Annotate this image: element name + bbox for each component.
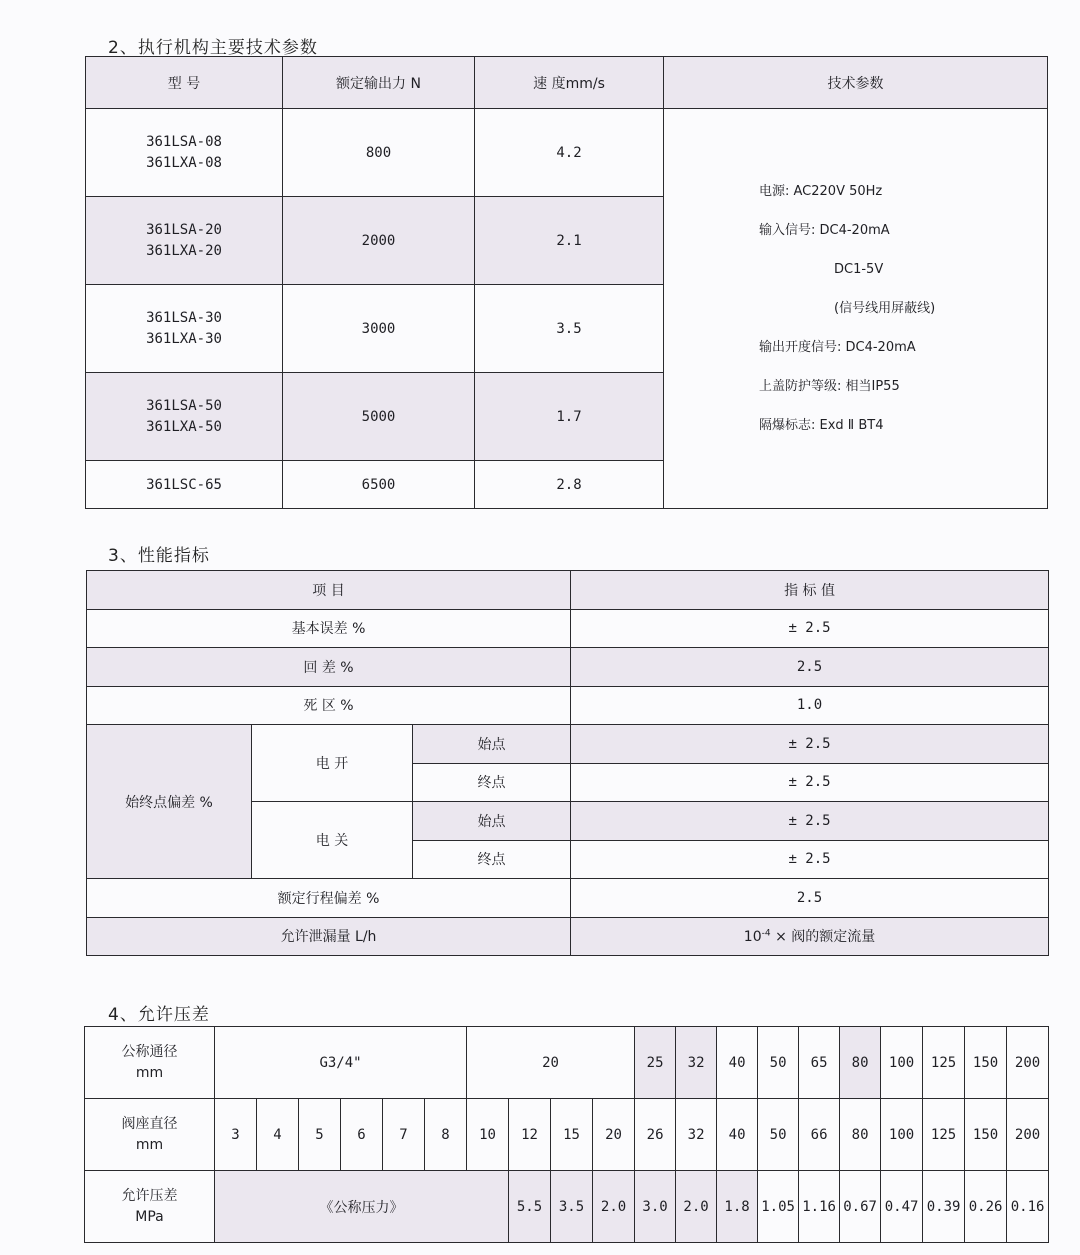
speed-cell: 3.5 (475, 285, 664, 373)
table-row (87, 917, 1049, 956)
tech-input-alt: DC1-5V (834, 262, 884, 277)
dp-nominal: 《公称压力》 (215, 1171, 509, 1243)
unit-label: mm (135, 1136, 164, 1153)
dp-value: 2.0 (593, 1171, 635, 1243)
header-item: 项 目 (87, 571, 571, 610)
table-row (87, 609, 1049, 648)
endpoint-label: 始终点偏差 % (87, 725, 252, 879)
model-cell (86, 285, 283, 373)
tech-input: 输入信号: DC4-20mA (759, 223, 890, 238)
seat-value: 4 (257, 1099, 299, 1171)
table-row (87, 686, 1049, 725)
seat-value: 6 (341, 1099, 383, 1171)
dn-value: 100 (881, 1027, 923, 1099)
seat-value: 150 (965, 1099, 1007, 1171)
dp-label: 允许压差 (121, 1187, 178, 1204)
speed-cell: 2.1 (475, 197, 664, 285)
performance-table (86, 570, 1049, 956)
dn-label: 公称通径 (121, 1043, 178, 1060)
model-name: 361LSA-30 (146, 309, 222, 326)
row-value: 2.5 (571, 879, 1049, 918)
tech-explosion: 隔爆标志: Exd Ⅱ BT4 (759, 418, 884, 433)
table-row (87, 725, 1049, 764)
dn-row (85, 1027, 1049, 1099)
dn-label-cell (85, 1027, 215, 1099)
dp-value: 0.26 (965, 1171, 1007, 1243)
pressure-diff-table (84, 1026, 1049, 1243)
speed-cell: 4.2 (475, 109, 664, 197)
dn-value: 50 (758, 1027, 799, 1099)
header-model: 型 号 (86, 57, 283, 109)
dp-row (85, 1171, 1049, 1243)
seat-label-cell (85, 1099, 215, 1171)
start-label: 始点 (413, 802, 571, 841)
dp-value: 0.47 (881, 1171, 923, 1243)
model-cell (86, 109, 283, 197)
seat-value: 3 (215, 1099, 257, 1171)
table-row (87, 648, 1049, 687)
row-value: ± 2.5 (571, 763, 1049, 802)
dn-value: 125 (923, 1027, 965, 1099)
row-value: ± 2.5 (571, 840, 1049, 879)
start-label: 始点 (413, 725, 571, 764)
seat-value: 32 (676, 1099, 717, 1171)
seat-value: 26 (635, 1099, 676, 1171)
model-cell: 361LSC-65 (86, 461, 283, 509)
seat-value: 100 (881, 1099, 923, 1171)
tech-power: 电源: AC220V 50Hz (759, 184, 883, 199)
header-force: 额定输出力 N (283, 57, 475, 109)
dn-value: 25 (635, 1027, 676, 1099)
leakage-base: 10 (743, 929, 762, 946)
speed-cell: 1.7 (475, 373, 664, 461)
seat-value: 7 (383, 1099, 425, 1171)
dp-value: 1.05 (758, 1171, 799, 1243)
dp-value: 0.67 (840, 1171, 881, 1243)
tech-params-cell (664, 109, 1048, 509)
model-cell (86, 373, 283, 461)
row-value: ± 2.5 (571, 725, 1049, 764)
dn-value: 32 (676, 1027, 717, 1099)
tech-input-note: (信号线用屏蔽线) (834, 301, 936, 316)
model-name: 361LSA-08 (146, 133, 222, 150)
leakage-exponent: -4 (761, 928, 771, 939)
seat-value: 15 (551, 1099, 593, 1171)
model-name: 361LXA-30 (146, 330, 222, 347)
leakage-rest: × 阀的额定流量 (775, 929, 876, 946)
open-label: 电 开 (252, 725, 413, 802)
table-row (87, 879, 1049, 918)
unit-label: mm (135, 1064, 164, 1081)
table-row (86, 109, 1048, 197)
dn-value: 40 (717, 1027, 758, 1099)
tech-protection: 上盖防护等级: 相当IP55 (759, 379, 900, 394)
dn-value: 150 (965, 1027, 1007, 1099)
dn-value: 80 (840, 1027, 881, 1099)
speed-cell: 2.8 (475, 461, 664, 509)
force-cell: 5000 (283, 373, 475, 461)
force-cell: 6500 (283, 461, 475, 509)
seat-value: 50 (758, 1099, 799, 1171)
seat-value: 12 (509, 1099, 551, 1171)
seat-value: 10 (467, 1099, 509, 1171)
seat-row (85, 1099, 1049, 1171)
header-value: 指 标 值 (571, 571, 1049, 610)
model-name: 361LSA-50 (146, 397, 222, 414)
header-speed: 速 度mm/s (475, 57, 664, 109)
row-label: 回 差 % (87, 648, 571, 687)
dp-value: 3.0 (635, 1171, 676, 1243)
dp-label-cell (85, 1171, 215, 1243)
dp-value: 0.16 (1007, 1171, 1049, 1243)
dn-value: 65 (799, 1027, 840, 1099)
section2-title: 2、执行机构主要技术参数 (108, 38, 318, 58)
dn-value: 200 (1007, 1027, 1049, 1099)
row-value (571, 917, 1049, 956)
dp-value: 3.5 (551, 1171, 593, 1243)
model-name: 361LXA-08 (146, 154, 222, 171)
seat-value: 20 (593, 1099, 635, 1171)
row-label: 额定行程偏差 % (87, 879, 571, 918)
model-name: 361LXA-50 (146, 418, 222, 435)
tech-output: 输出开度信号: DC4-20mA (759, 340, 916, 355)
seat-value: 80 (840, 1099, 881, 1171)
dn-value: G3/4" (215, 1027, 467, 1099)
force-cell: 2000 (283, 197, 475, 285)
seat-value: 66 (799, 1099, 840, 1171)
end-label: 终点 (413, 763, 571, 802)
row-value: 2.5 (571, 648, 1049, 687)
seat-value: 125 (923, 1099, 965, 1171)
model-cell (86, 197, 283, 285)
model-name: 361LSA-20 (146, 221, 222, 238)
seat-value: 5 (299, 1099, 341, 1171)
header-tech: 技术参数 (664, 57, 1048, 109)
force-cell: 800 (283, 109, 475, 197)
row-value: 1.0 (571, 686, 1049, 725)
dp-value: 2.0 (676, 1171, 717, 1243)
close-label: 电 关 (252, 802, 413, 879)
section4-title: 4、允许压差 (108, 1005, 210, 1025)
row-label: 允许泄漏量 L/h (87, 917, 571, 956)
section3-title: 3、性能指标 (108, 546, 210, 566)
dp-value: 5.5 (509, 1171, 551, 1243)
dp-value: 0.39 (923, 1171, 965, 1243)
dn-value: 20 (467, 1027, 635, 1099)
actuator-params-table (85, 56, 1048, 509)
model-name: 361LXA-20 (146, 242, 222, 259)
table-header-row (86, 57, 1048, 109)
table-header-row (87, 571, 1049, 610)
row-value: ± 2.5 (571, 609, 1049, 648)
row-label: 基本误差 % (87, 609, 571, 648)
dp-value: 1.8 (717, 1171, 758, 1243)
seat-label: 阀座直径 (121, 1115, 178, 1132)
seat-value: 200 (1007, 1099, 1049, 1171)
seat-value: 8 (425, 1099, 467, 1171)
row-label: 死 区 % (87, 686, 571, 725)
unit-label: MPa (135, 1208, 164, 1225)
force-cell: 3000 (283, 285, 475, 373)
seat-value: 40 (717, 1099, 758, 1171)
row-value: ± 2.5 (571, 802, 1049, 841)
dp-value: 1.16 (799, 1171, 840, 1243)
end-label: 终点 (413, 840, 571, 879)
